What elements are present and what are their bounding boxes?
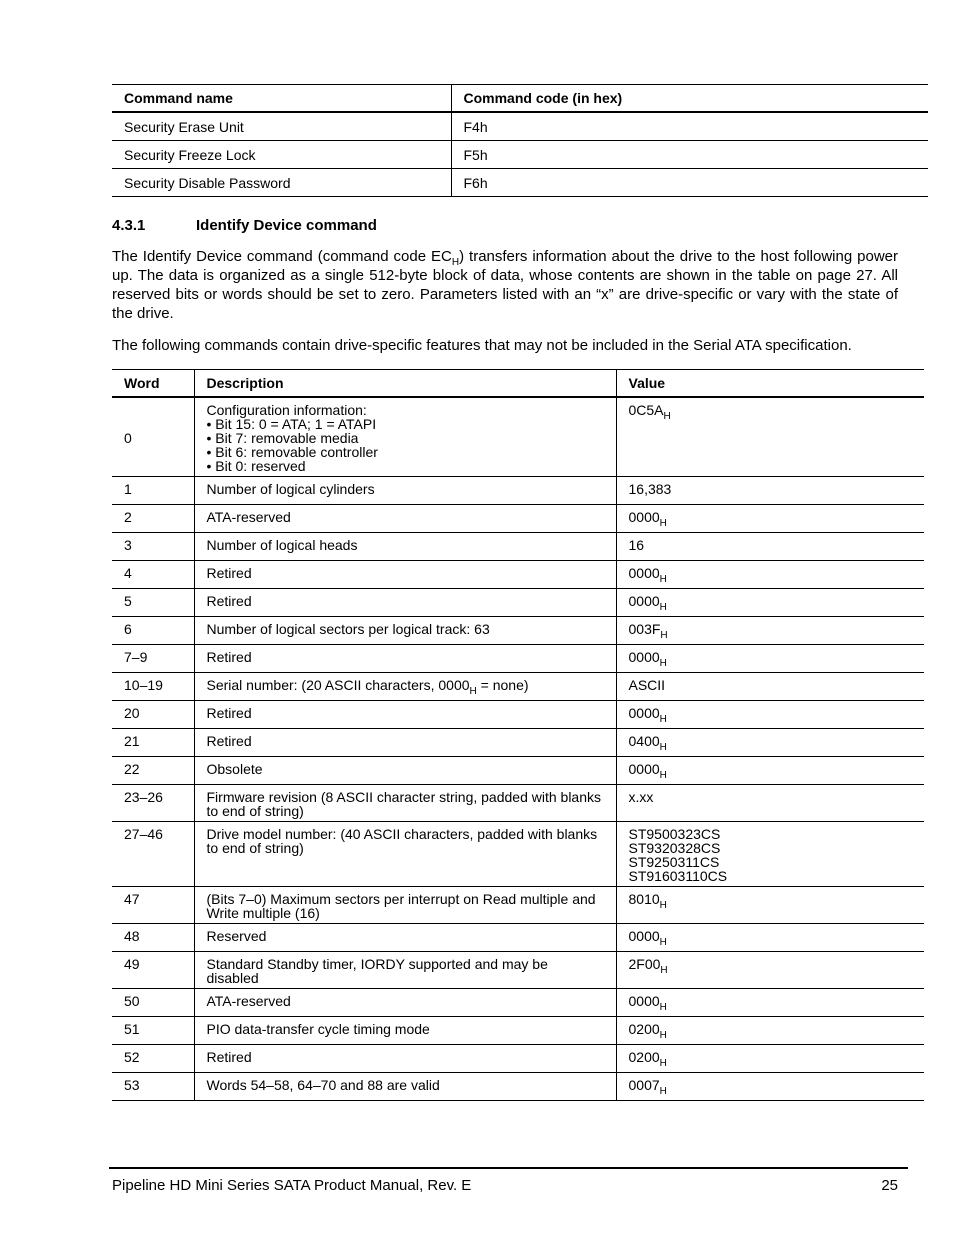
description-line: (Bits 7–0) Maximum sectors per interrupt on Read multiple and [206,891,596,907]
description-line: Obsolete [206,761,263,777]
word-cell: 27–46 [112,822,194,887]
description-cell [194,701,616,729]
value-text [628,593,913,613]
hex-subscript: H [659,936,667,948]
table-row [112,645,924,673]
word-cell: 50 [112,989,194,1017]
description-text: = none) [476,677,529,693]
word-cell: 23–26 [112,785,194,822]
description-line: • Bit 6: removable controller [206,444,378,460]
value-number: ST9250311CS [628,854,720,870]
description-line: ATA-reserved [206,509,291,525]
value-number: 0000 [628,928,660,944]
description-line: Number of logical cylinders [206,481,375,497]
description-cell [194,397,616,477]
description-cell [194,589,616,617]
security-commands-table [112,84,928,197]
value-text [628,956,913,976]
value-cell [616,673,924,701]
table-row [112,1017,924,1045]
value-text [628,1077,913,1097]
section-title: Identify Device command [196,217,377,234]
word-cell: 0 [112,397,194,477]
table-header-row [112,370,924,398]
description-line: • Bit 0: reserved [206,458,306,474]
description-cell [194,924,616,952]
value-text [628,1049,913,1069]
value-cell [616,701,924,729]
value-number: 0007 [628,1077,660,1093]
hex-subscript: H [659,657,667,669]
table-row [112,673,924,701]
hex-subscript: H [659,1029,667,1041]
description-line: Retired [206,733,252,749]
header-word: Word [112,370,194,398]
value-text [628,733,913,753]
header-command-code: Command code (in hex) [451,85,928,113]
value-cell [616,822,924,887]
table-row [112,477,924,505]
description-line: • Bit 7: removable media [206,430,359,446]
footer-rule [109,1167,908,1169]
value-number: 0000 [628,593,660,609]
page-number: 25 [881,1177,898,1194]
header-command-name: Command name [112,85,451,113]
value-text [629,482,913,496]
value-text [628,761,913,781]
value-text [629,869,913,883]
description-line: Firmware revision (8 ASCII character string, padded with blanks [206,789,601,805]
hex-subscript: H [660,629,668,641]
table-row [112,785,924,822]
intro-text-part: The Identify Device command (command code EC [112,248,452,265]
value-cell [616,729,924,757]
table-row [112,617,924,645]
header-description: Description [194,370,616,398]
value-cell [616,785,924,822]
table-row [112,989,924,1017]
hex-subscript: H [659,1057,667,1069]
identify-table-body [112,397,924,1101]
value-text [628,649,913,669]
hex-subscript: H [659,1085,667,1097]
value-cell [616,477,924,505]
description-cell [194,785,616,822]
value-cell [616,757,924,785]
value-number: ASCII [628,677,666,693]
description-line: Retired [206,1049,252,1065]
command-code-cell: F5h [451,141,928,169]
description-line: Retired [206,565,252,581]
value-text [628,565,913,585]
description-line: ATA-reserved [206,993,291,1009]
table-row [112,169,928,197]
value-text [629,827,913,841]
description-cell [194,1045,616,1073]
description-cell [194,617,616,645]
description-text: Serial number: (20 ASCII characters, 0000 [206,677,470,693]
value-text [629,790,913,804]
section-heading [112,217,377,234]
value-number: 003F [628,621,661,637]
identify-device-table [112,369,924,1101]
command-code-cell: F6h [451,169,928,197]
value-cell [616,952,924,989]
value-cell [616,589,924,617]
value-number: x.xx [628,789,654,805]
value-number: 0000 [628,705,660,721]
value-number: 16 [628,537,645,553]
description-line: • Bit 15: 0 = ATA; 1 = ATAPI [206,416,377,432]
word-cell: 1 [112,477,194,505]
description-line: to end of string) [206,803,304,819]
word-cell: 3 [112,533,194,561]
word-cell: 48 [112,924,194,952]
table-row [112,887,924,924]
value-text [628,621,913,641]
value-text [628,1021,913,1041]
features-paragraph: The following commands contain drive-specific features that may not be included in the Serial ATA specification. [112,337,852,354]
value-number: ST91603110CS [628,868,728,884]
table-row [112,141,928,169]
hex-subscript: H [659,741,667,753]
description-line: Write multiple (16) [206,905,320,921]
description-cell [194,673,616,701]
value-text [629,538,913,552]
description-cell [194,757,616,785]
value-cell [616,989,924,1017]
value-number: 0200 [628,1021,660,1037]
table-row [112,729,924,757]
value-cell [616,397,924,477]
word-cell: 2 [112,505,194,533]
value-text [628,509,913,529]
header-value: Value [616,370,924,398]
hex-subscript: H [659,899,667,911]
word-cell: 21 [112,729,194,757]
description-line: Configuration information: [206,402,367,418]
description-cell [194,887,616,924]
description-line: Reserved [206,928,267,944]
word-cell: 53 [112,1073,194,1101]
table-row [112,1073,924,1101]
table-row [112,533,924,561]
value-text [629,678,913,692]
hex-subscript: H [659,517,667,529]
table-row [112,397,924,477]
description-line: Retired [206,593,252,609]
table-row [112,757,924,785]
table-row [112,561,924,589]
word-cell: 20 [112,701,194,729]
value-text [629,855,913,869]
value-text [628,891,913,911]
description-cell [194,505,616,533]
word-cell: 22 [112,757,194,785]
value-text [628,928,913,948]
description-line: to end of string) [206,840,304,856]
value-cell [616,1045,924,1073]
intro-paragraph [112,247,898,323]
table-row [112,505,924,533]
value-number: 16,383 [628,481,672,497]
section-number: 4.3.1 [112,217,146,234]
description-cell [194,952,616,989]
command-name-cell: Security Disable Password [112,169,451,197]
word-cell: 49 [112,952,194,989]
value-text [628,402,913,422]
value-number: ST9500323CS [628,826,721,842]
word-cell: 7–9 [112,645,194,673]
hex-subscript: H [660,964,668,976]
value-number: 2F00 [628,956,661,972]
value-cell [616,505,924,533]
word-cell: 6 [112,617,194,645]
value-number: 0C5A [628,402,664,418]
value-text [629,841,913,855]
value-cell [616,1073,924,1101]
value-number: 0000 [628,993,660,1009]
table-row [112,924,924,952]
description-line: Number of logical sectors per logical track: 63 [206,621,490,637]
word-cell: 4 [112,561,194,589]
description-line: Retired [206,649,252,665]
command-name-cell: Security Freeze Lock [112,141,451,169]
hex-subscript: H [659,573,667,585]
word-cell: 52 [112,1045,194,1073]
table-row [112,701,924,729]
table-row [112,1045,924,1073]
hex-subscript: H [659,713,667,725]
description-line: Retired [206,705,252,721]
value-cell [616,924,924,952]
hex-subscript: H [659,601,667,613]
command-code-cell: F4h [451,112,928,141]
table-header-row [112,85,928,113]
table-row [112,822,924,887]
value-cell [616,1017,924,1045]
footer-title: Pipeline HD Mini Series SATA Product Manual, Rev. E [112,1177,472,1194]
word-cell: 5 [112,589,194,617]
value-cell [616,887,924,924]
description-cell [194,822,616,887]
intro-text-part: ) transfers information about the drive to the host following power up. The data is organized as a single 512-byte block of data, whose contents are shown in the table on page 27. All reserved bits or words should be set to zero. Parameters listed with an “x” are drive-specific or vary with the state of the drive. [112,248,898,322]
description-cell [194,533,616,561]
value-cell [616,561,924,589]
description-cell [194,1017,616,1045]
description-cell [194,561,616,589]
value-number: 8010 [628,891,660,907]
hex-subscript: H [469,685,477,697]
command-name-cell: Security Erase Unit [112,112,451,141]
value-number: 0000 [628,565,660,581]
value-text [628,993,913,1013]
value-cell [616,533,924,561]
word-cell: 10–19 [112,673,194,701]
description-cell [194,989,616,1017]
value-number: 0000 [628,509,660,525]
description-line: Number of logical heads [206,537,358,553]
table-row [112,112,928,141]
description-line: Words 54–58, 64–70 and 88 are valid [206,1077,440,1093]
value-number: 0000 [628,761,660,777]
description-line: Standard Standby timer, IORDY supported and may be disabled [206,956,548,986]
value-number: 0000 [628,649,660,665]
hex-subscript: H [659,1001,667,1013]
description-cell [194,645,616,673]
value-number: 0400 [628,733,660,749]
description-cell [194,729,616,757]
hex-subscript: H [451,257,460,268]
hex-subscript: H [659,769,667,781]
value-cell [616,645,924,673]
table-row [112,589,924,617]
description-cell [194,1073,616,1101]
description-line: PIO data-transfer cycle timing mode [206,1021,430,1037]
value-number: ST9320328CS [628,840,721,856]
description-cell [194,477,616,505]
value-cell [616,617,924,645]
description-line: Drive model number: (40 ASCII characters, padded with blanks [206,826,598,842]
table-row [112,952,924,989]
value-text [628,705,913,725]
hex-subscript: H [663,410,671,422]
word-cell: 51 [112,1017,194,1045]
value-number: 0200 [628,1049,660,1065]
word-cell: 47 [112,887,194,924]
